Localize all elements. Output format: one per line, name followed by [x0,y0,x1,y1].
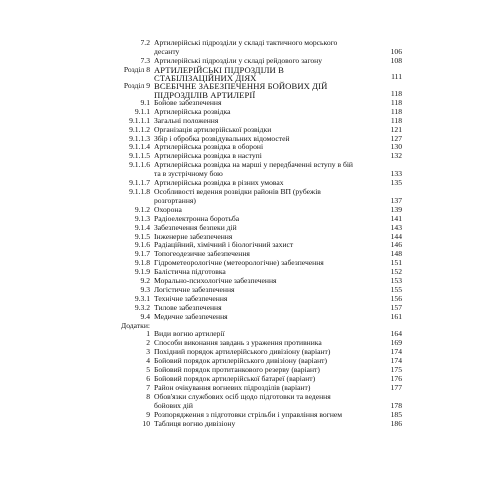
toc-entry-number: 9.1.1.4 [129,142,150,152]
toc-entry-number: 9.1.1.7 [129,178,150,188]
toc-entry-number: 9.3.1 [134,293,150,303]
toc-entry-title: Технічне забезпечення [154,293,228,303]
toc-entry-title: Бойовий порядок протитанкового резерву (варіант) [154,365,320,375]
toc-entry-title: Артилерійська розвідка в різних умовах [154,178,284,188]
toc-entry-title: Види вогню артилерії [154,329,225,339]
toc-entry-title: Артилерійська розвідка [154,106,231,116]
toc-entry-page: 137 [390,195,402,205]
toc-entry-number: 9.1.1.5 [129,151,150,161]
toc-entry-page: 157 [390,302,402,312]
toc-entry-number: 9.2 [140,276,150,286]
toc-entry-number: 9.1.8 [134,258,150,268]
toc-entry-page: 169 [390,338,402,348]
toc-entry-number: 9.3.2 [134,302,150,312]
toc-entry-page: 130 [390,142,402,152]
toc-entry-title: Артилерійська розвідка в наступі [154,151,262,161]
toc-entry-title: Способи виконання завдань з ураження противника [154,338,322,348]
toc-entry [0,322,500,331]
toc-entry-number: 1 [146,329,150,339]
toc-entry-title: Гідрометеорологічне (метеорологічне) забезпечення [154,258,324,268]
toc-entry-title: Охорона [154,204,182,214]
toc-entry-page: 132 [390,151,402,161]
toc-entry-title: Балістична підготовка [154,267,226,277]
toc-entry-number: 9.1.6 [134,240,150,250]
toc-entry-page: 139 [390,204,402,214]
toc-entry-page: 121 [390,124,402,134]
toc-entry-page: 118 [390,106,402,116]
toc-entry [0,224,500,233]
toc-entry-number: 9.1.1.6 [129,160,150,170]
toc-entry-number: 9.3 [140,284,150,294]
toc-entry-number: 9.1.1.1 [129,115,150,125]
toc-entry-title: Артилерійська розвідка на марші у передбаченні вступу в бій та в зустрічному бою [154,160,353,179]
toc-entry-number: 9.1.1 [134,106,150,116]
toc-entry-title: Збір і обробка розвідувальних відомостей [154,133,290,143]
toc-entry-title: Бойовий порядок артилерійської батареї (варіант) [154,374,316,383]
toc-entry-title: ВСЕБІЧНЕ ЗАБЕЗПЕЧЕННЯ БОЙОВИХ ДІЙ ПІДРОЗДІЛІВ АРТИЛЕРІЇ [154,81,328,100]
toc-entry-title: Забезпечення безпеки дій [154,222,237,232]
toc-entry-number: 6 [146,374,150,383]
toc-entry-number: 7.3 [140,55,150,65]
toc-entry-page: 118 [390,89,402,98]
toc-entry-title: Артилерійські підрозділи у складі рейдового загону [154,55,323,65]
toc-entry-title: Організація артилерійської розвідки [154,124,272,134]
toc-entry-number: Розділ 8 [123,64,150,74]
toc-entry [0,304,500,313]
toc-entry-number: Розділ 9 [123,81,150,91]
toc-entry-page: 143 [390,222,402,232]
toc-entry-page: 156 [390,293,402,303]
toc-entry-title: АРТИЛЕРІЙСЬКІ ПІДРОЗДІЛИ В СТАБІЛІЗАЦІЙНИХ ДІЯХ [154,64,284,84]
toc-entry-number: 9.1.1.2 [129,124,150,134]
toc-entry-title: Бойове забезпечення [154,97,222,107]
toc-entry [0,313,500,322]
toc-entry-number: 3 [146,347,150,357]
toc-entry-number: 9.1.1.8 [129,186,150,196]
toc-entry [0,206,500,215]
toc-entry-page: 161 [390,311,402,321]
toc-entry-page: 164 [390,329,402,339]
toc-entry-page: 185 [390,409,402,419]
toc-entry-title: Морально-психологічне забезпечення [154,276,277,286]
toc-entry-page: 135 [390,178,402,188]
toc-entry-number: 2 [146,338,150,348]
toc-entry-page: 178 [390,400,402,410]
toc-entry-number: 8 [146,391,150,401]
toc-entry [0,420,500,429]
toc-entry-title: Бойовий порядок артилерійського дивізіону (варіант) [154,356,328,366]
toc-entry-page: 118 [390,115,402,125]
toc-entry-title: Радіоелектронна боротьба [154,213,240,223]
toc-entry-title: Тилове забезпечення [154,302,222,312]
toc-entry [0,215,500,224]
toc-entry-page: 186 [390,418,402,428]
toc-entry-title: Обов'язки службових осіб щодо підготовки та ведення бойових дій [154,391,331,410]
toc-entry-title: Радіаційний, хімічний і біологічний захист [154,240,294,250]
toc-entry-title: Таблиця вогню дивізіону [154,418,236,428]
toc-entry-page: 108 [390,55,402,65]
toc-entry-number: 5 [146,365,150,375]
toc-entry-number: 9.1.7 [134,249,150,259]
toc-entry-title: Логістичне забезпечення [154,284,235,294]
toc-entry-title: Інженерне забезпечення [154,231,233,241]
toc-entry [0,393,500,411]
toc-entry-title: Артилерійська розвідка в обороні [154,142,264,152]
toc-entry [0,259,500,268]
toc-entry [0,108,500,117]
toc-entry-page: 141 [390,213,402,223]
toc-entry-page: 144 [390,231,402,241]
toc-entry-number: 9.1.3 [134,213,150,223]
toc-entry-page: 111 [391,72,402,82]
table-of-contents [0,39,500,428]
toc-entry [0,286,500,295]
toc-entry [0,241,500,250]
toc-entry-number: 4 [146,356,150,366]
toc-entry-number: 9.1.4 [134,222,150,232]
toc-entry-page: 176 [390,374,402,383]
toc-entry-page: 151 [390,258,402,268]
toc-entry-number: 9.1 [140,97,150,107]
toc-entry-title: Похідний порядок артилерійського дивізіону (варіант) [154,347,331,357]
toc-entry-title: Розпорядження з підготовки стрільби і управління вогнем [154,409,343,419]
toc-entry-page: 155 [390,284,402,294]
toc-entry-number: Додатки: [121,320,150,330]
toc-entry-page: 118 [390,97,402,107]
toc-entry-title: Артилерійські підрозділи у складі тактичного морського десанту [154,38,338,56]
toc-entry-page: 152 [390,267,402,277]
toc-entry-title: Загальні положення [154,115,219,125]
toc-entry-page: 133 [390,169,402,179]
toc-entry [0,66,500,83]
toc-entry-number: 10 [142,418,150,428]
toc-entry [0,277,500,286]
toc-entry-number: 7 [146,382,150,392]
toc-entry-page: 153 [390,276,402,286]
toc-entry-page: 106 [390,46,402,56]
toc-entry [0,161,500,179]
toc-entry-number: 9.1.5 [134,231,150,241]
toc-entry-page: 174 [390,356,402,366]
toc-entry-number: 9.1.2 [134,204,150,214]
toc-entry [0,39,500,57]
toc-entry-page: 175 [390,365,402,375]
toc-entry [0,99,500,108]
toc-entry [0,411,500,420]
toc-entry-number: 7.2 [140,38,150,47]
toc-entry-title: Особливості ведення розвідки районів ВП (рубежів розгортання) [154,186,321,205]
toc-entry-number: 9 [146,409,150,419]
toc-entry [0,188,500,206]
toc-entry-number: 9.4 [140,311,150,321]
toc-entry-title: Район очікування вогневих підрозділів (варіант) [154,382,311,392]
toc-entry-number: 9.1.1.3 [129,133,150,143]
toc-entry [0,82,500,99]
toc-entry-title: Медичне забезпечення [154,311,228,321]
toc-entry-page: 127 [390,133,402,143]
toc-entry-page: 174 [390,347,402,357]
toc-entry-page: 146 [390,240,402,250]
toc-entry-page: 177 [390,382,402,392]
toc-entry-page: 148 [390,249,402,259]
toc-entry-number: 9.1.9 [134,267,150,277]
toc-entry [0,295,500,304]
toc-entry-title: Топогеодезичне забезпечення [154,249,250,259]
